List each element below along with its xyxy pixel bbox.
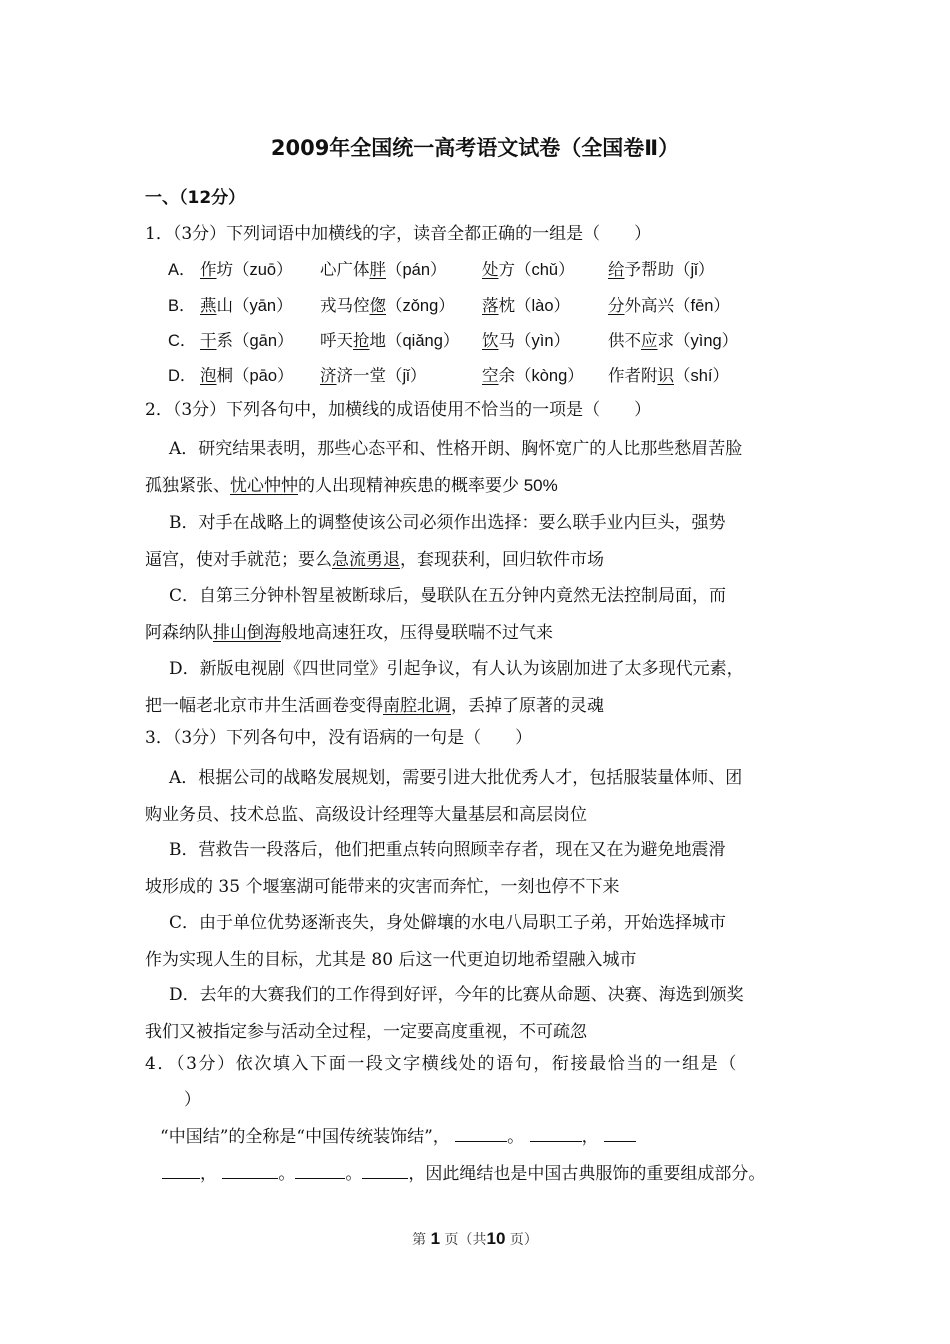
- word-text: 供不: [608, 331, 641, 350]
- q3-c-line2: 作为实现人生的目标，尤其是 80 后这一代更迫切地希望融入城市: [145, 950, 637, 970]
- punct: ，: [200, 1164, 217, 1184]
- q2-d-text: 把一幅老北京市井生活画卷变得: [145, 696, 383, 716]
- word-item: [482, 294, 570, 318]
- q1-stem: 1．（3分）下列词语中加横线的字，读音全都正确的一组是（ ）: [145, 224, 652, 244]
- word-item: [482, 329, 570, 353]
- q3-d-line2: 我们又被指定参与活动全过程，一定要高度重视，不可疏忽: [145, 1022, 587, 1042]
- blank-3-start: [604, 1127, 636, 1142]
- q4-stem: 4．（3分）依次填入下面一段文字横线处的语句，衔接最恰当的一组是（: [145, 1054, 738, 1074]
- pinyin: （zuō）: [233, 261, 293, 279]
- q2-d-line1: D．新版电视剧《四世同堂》引起争议，有人认为该剧加进了太多现代元素，: [169, 659, 744, 679]
- underlined-char: 胖: [369, 260, 386, 279]
- pinyin: （jǐ）: [674, 261, 715, 279]
- pinyin: （yìn）: [515, 332, 571, 350]
- blank-1: [455, 1127, 507, 1142]
- q2-a-text-end: 的人出现精神疾患的概率要少 50%: [298, 476, 558, 495]
- underlined-char: 作: [200, 260, 217, 279]
- pinyin: （pán）: [386, 261, 447, 279]
- punct: 。: [278, 1164, 296, 1184]
- word-item: [200, 258, 293, 282]
- underlined-char: 饮: [482, 331, 499, 350]
- q1-option-c: [168, 329, 739, 353]
- word-text: 求: [657, 331, 674, 350]
- q2-a-text: 孤独紧张、: [145, 476, 230, 496]
- blank-6: [362, 1164, 408, 1179]
- word-item: [200, 329, 294, 353]
- word-item: [200, 294, 293, 318]
- word-text: 余: [498, 366, 515, 385]
- underlined-char: 泡: [200, 366, 217, 385]
- punct: 。: [345, 1164, 363, 1184]
- q3-stem: 3．（3分）下列各句中，没有语病的一句是（ ）: [145, 728, 533, 748]
- word-text: 济一堂: [336, 366, 386, 385]
- q2-c-idiom: 排山倒海: [213, 623, 281, 643]
- word-text: 马: [498, 331, 515, 350]
- q2-d-text-end: ，丢掉了原著的灵魂: [451, 696, 604, 716]
- underlined-char: 分: [608, 296, 625, 315]
- underlined-char: 济: [320, 366, 337, 385]
- blank-5: [295, 1164, 345, 1179]
- word-item: [608, 258, 714, 282]
- punct: ，: [581, 1127, 599, 1147]
- word-text: 外高兴: [624, 296, 674, 315]
- q4-passage-end: ，因此绳结也是中国古典服饰的重要组成部分。: [408, 1164, 766, 1184]
- q2-d-line2: [145, 691, 604, 716]
- q2-stem: 2．（3分）下列各句中，加横线的成语使用不恰当的一项是（ ）: [145, 400, 652, 420]
- underlined-char: 燕: [200, 296, 217, 315]
- word-text: 系: [216, 331, 233, 350]
- underlined-char: 给: [608, 260, 625, 279]
- q3-d-line1: D．去年的大赛我们的工作得到好评，今年的比赛从命题、决赛、海选到颁奖: [169, 985, 744, 1005]
- word-item: [320, 364, 426, 388]
- word-item: [320, 329, 459, 353]
- q2-c-line1: C．自第三分钟朴智星被断球后，曼联队在五分钟内竟然无法控制局面，而: [169, 586, 727, 606]
- q2-d-idiom: 南腔北调: [383, 696, 451, 716]
- word-item: [482, 364, 584, 388]
- word-text: 山: [216, 296, 233, 315]
- option-label: D．: [168, 367, 197, 385]
- word-item: [608, 294, 730, 318]
- pinyin: （zǒng）: [386, 297, 455, 315]
- q4-passage-line1: [160, 1125, 636, 1149]
- word-text: 桐: [216, 366, 233, 385]
- pinyin: （qiǎng）: [386, 332, 460, 350]
- pinyin: （chǔ）: [515, 261, 575, 279]
- pinyin: （gān）: [233, 332, 294, 350]
- word-text: 地: [369, 331, 386, 350]
- blank-3-end: [162, 1164, 200, 1179]
- word-text: 方: [498, 260, 515, 279]
- page-total: 10: [486, 1229, 506, 1248]
- q2-b-text-end: ，套现获利，回归软件市场: [400, 550, 604, 570]
- q1-option-b: [168, 294, 730, 318]
- q2-a-idiom: 忧心忡忡: [230, 476, 298, 496]
- q2-c-text: 阿森纳队: [145, 623, 213, 643]
- q2-c-line2: [145, 618, 553, 643]
- word-item: [608, 329, 738, 353]
- page-footer: [0, 1229, 950, 1249]
- word-item: [608, 364, 729, 388]
- word-text: 戎马倥: [320, 296, 370, 315]
- underlined-char: 干: [200, 331, 217, 350]
- underlined-char: 落: [482, 296, 499, 315]
- punct: 。: [507, 1127, 525, 1147]
- blank-2: [530, 1127, 582, 1142]
- word-item: [482, 258, 575, 282]
- q4-passage-text: “中国结”的全称是“中国传统装饰结”，: [160, 1127, 450, 1147]
- underlined-char: 抢: [353, 331, 370, 350]
- pinyin: （yān）: [233, 297, 293, 315]
- footer-text: 第: [412, 1232, 427, 1248]
- word-item: [320, 258, 447, 282]
- q3-a-line2: 购业务员、技术总监、高级设计经理等大量基层和高层岗位: [145, 805, 587, 825]
- q3-b-line1: B．营救告一段落后，他们把重点转向照顾幸存者，现在又在为避免地震滑: [169, 840, 726, 860]
- footer-text: 页（共: [444, 1232, 487, 1248]
- q3-b-line2: 坡形成的 35 个堰塞湖可能带来的灾害而奔忙，一刻也停不下来: [145, 877, 620, 897]
- word-text: 予帮助: [624, 260, 674, 279]
- option-label: C．: [168, 332, 197, 350]
- underlined-char: 空: [482, 366, 499, 385]
- q2-c-text-end: 般地高速狂攻，压得曼联喘不过气来: [281, 623, 553, 643]
- page-number: 1: [430, 1229, 441, 1248]
- pinyin: （lào）: [515, 297, 571, 315]
- q2-a-line1: A．研究结果表明，那些心态平和、性格开朗、胸怀宽广的人比那些愁眉苦脸: [169, 439, 743, 459]
- pinyin: （kòng）: [515, 367, 584, 385]
- footer-text: 页）: [509, 1232, 538, 1248]
- underlined-char: 偬: [369, 296, 386, 315]
- word-text: 坊: [216, 260, 233, 279]
- word-text: 枕: [498, 296, 515, 315]
- pinyin: （pāo）: [233, 367, 294, 385]
- q1-option-a: [168, 258, 715, 282]
- pinyin: （fēn）: [674, 297, 730, 315]
- underlined-char: 处: [482, 260, 499, 279]
- word-text: 作者附: [608, 366, 658, 385]
- word-text: 呼天: [320, 331, 353, 350]
- exam-title: 2009年全国统一高考语文试卷（全国卷Ⅱ）: [270, 136, 680, 160]
- q2-b-line1: B．对手在战略上的调整使该公司必须作出选择：要么联手业内巨头，强势: [169, 513, 726, 533]
- pinyin: （jǐ）: [386, 367, 427, 385]
- q3-a-line1: A．根据公司的战略发展规划，需要引进大批优秀人才，包括服装量体师、团: [169, 768, 743, 788]
- word-text: 心广体: [320, 260, 370, 279]
- q3-c-line1: C．由于单位优势逐渐丧失，身处僻壤的水电八局职工子弟，开始选择城市: [169, 913, 727, 933]
- q2-b-text: 逼宫，使对手就范；要么: [145, 550, 332, 570]
- word-item: [320, 294, 455, 318]
- q2-b-line2: [145, 545, 604, 570]
- underlined-char: 应: [641, 331, 658, 350]
- q2-a-line2: [145, 471, 558, 496]
- word-item: [200, 364, 294, 388]
- blank-4: [222, 1164, 278, 1179]
- option-label: A．: [168, 261, 196, 279]
- q2-b-idiom: 急流勇退: [332, 550, 400, 570]
- underlined-char: 识: [657, 366, 674, 385]
- q1-option-d: [168, 364, 730, 388]
- q4-stem-close: ）: [184, 1090, 201, 1110]
- option-label: B．: [168, 297, 196, 315]
- pinyin: （yìng）: [674, 332, 739, 350]
- q4-passage-line2: [162, 1162, 765, 1186]
- section-heading: 一、（12分）: [145, 188, 246, 208]
- pinyin: （shí）: [674, 367, 730, 385]
